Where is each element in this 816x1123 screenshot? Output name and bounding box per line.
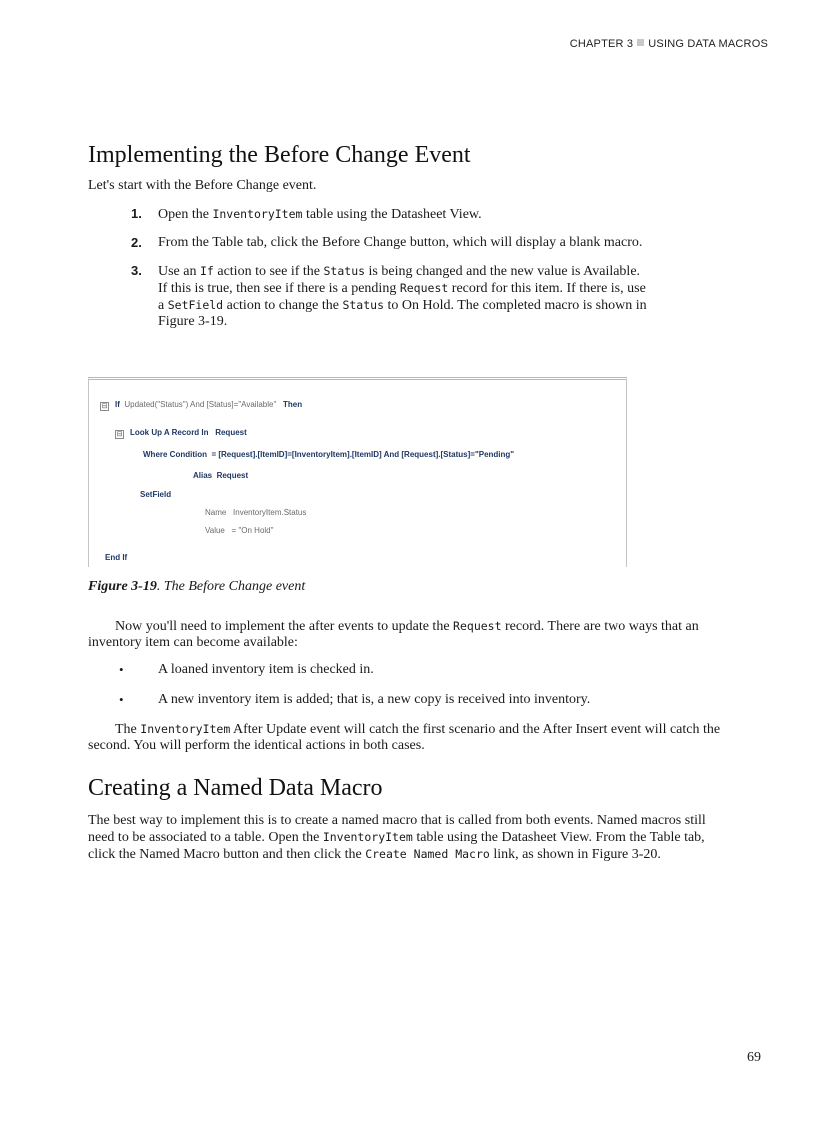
inline-code: SetField [167,298,224,312]
setfield-action: SetField [140,490,172,499]
body-paragraph: The InventoryItem After Update event will catch the first scenario and the After Insert event will catch the second. You will perform the identical actions in both cases. [88,722,721,753]
chapter-label: CHAPTER 3 [569,38,634,50]
running-header [570,38,768,50]
bullet-item: • A loaned inventory item is checked in. [119,662,374,677]
inline-code: Request [399,281,449,295]
bullet-list [88,662,590,722]
step-item: 3. Use an If action to see if the Status is being changed and the new value is Available. If this is true, then see if there is a pending Request record for this item. If there is, use a SetField action to change the Status to On Hold. The completed macro is shown in Figure 3-19. [131,263,647,329]
inline-code: Status [323,264,366,278]
figure-label: Figure 3-19 [88,579,157,594]
collapse-icon[interactable]: ⊟ [116,431,123,438]
end-if: End If [105,553,128,562]
lookup-block: ⊟ Look Up A Record In Request [116,428,247,438]
step-number: 1. [131,206,142,221]
bullet-icon: • [119,662,124,677]
separator-square-icon [637,39,644,46]
page-number: 69 [747,1050,761,1065]
inline-code: If [200,264,214,278]
section-heading-named-macro: Creating a Named Data Macro [88,775,383,801]
collapse-icon[interactable]: ⊟ [101,403,108,410]
inline-code: Create Named Macro [365,847,490,861]
step-number: 3. [131,263,142,278]
bullet-icon: • [119,692,124,707]
inline-code: Request [453,619,502,633]
if-block: ⊟ If Updated("Status") And [Status]="Available" Then [101,400,303,410]
name-argument: Name InventoryItem.Status [205,508,307,517]
step-number: 2. [131,235,142,250]
figure-caption: Figure 3-19. The Before Change event [88,579,306,594]
section-label: USING DATA MACROS [648,38,768,50]
section-heading-before-change: Implementing the Before Change Event [88,142,471,168]
intro-paragraph: Let's start with the Before Change event. [88,178,317,193]
inline-code: InventoryItem [212,207,303,221]
step-item: 2. From the Table tab, click the Before Change button, which will display a blank macro. [131,235,643,250]
macro-screenshot-figure [88,377,627,567]
steps-list [88,206,648,342]
body-paragraph: Now you'll need to implement the after events to update the Request record. There are two ways that an inventory item can become available: [88,619,699,650]
inline-code: InventoryItem [322,830,413,844]
body-paragraph: The best way to implement this is to create a named macro that is called from both events. Named macros still need to be associated to a table. Open the InventoryItem table using the Datasheet View. From the Table tab, click the Named Macro button and then click the Create Named Macro link, as shown in Figure 3-20. [88,813,706,862]
step-item: 1. Open the InventoryItem table using the Datasheet View. [131,206,482,222]
bullet-item: • A new inventory item is added; that is, a new copy is received into inventory. [119,692,591,707]
value-argument: Value = "On Hold" [205,526,274,535]
where-condition-row: Where Condition = [Request].[ItemID]=[InventoryItem].[ItemID] And [Request].[Status]="Pending" [143,450,515,459]
alias-row: Alias Request [193,471,249,480]
inline-code: Status [342,298,384,312]
inline-code: InventoryItem [140,722,231,736]
